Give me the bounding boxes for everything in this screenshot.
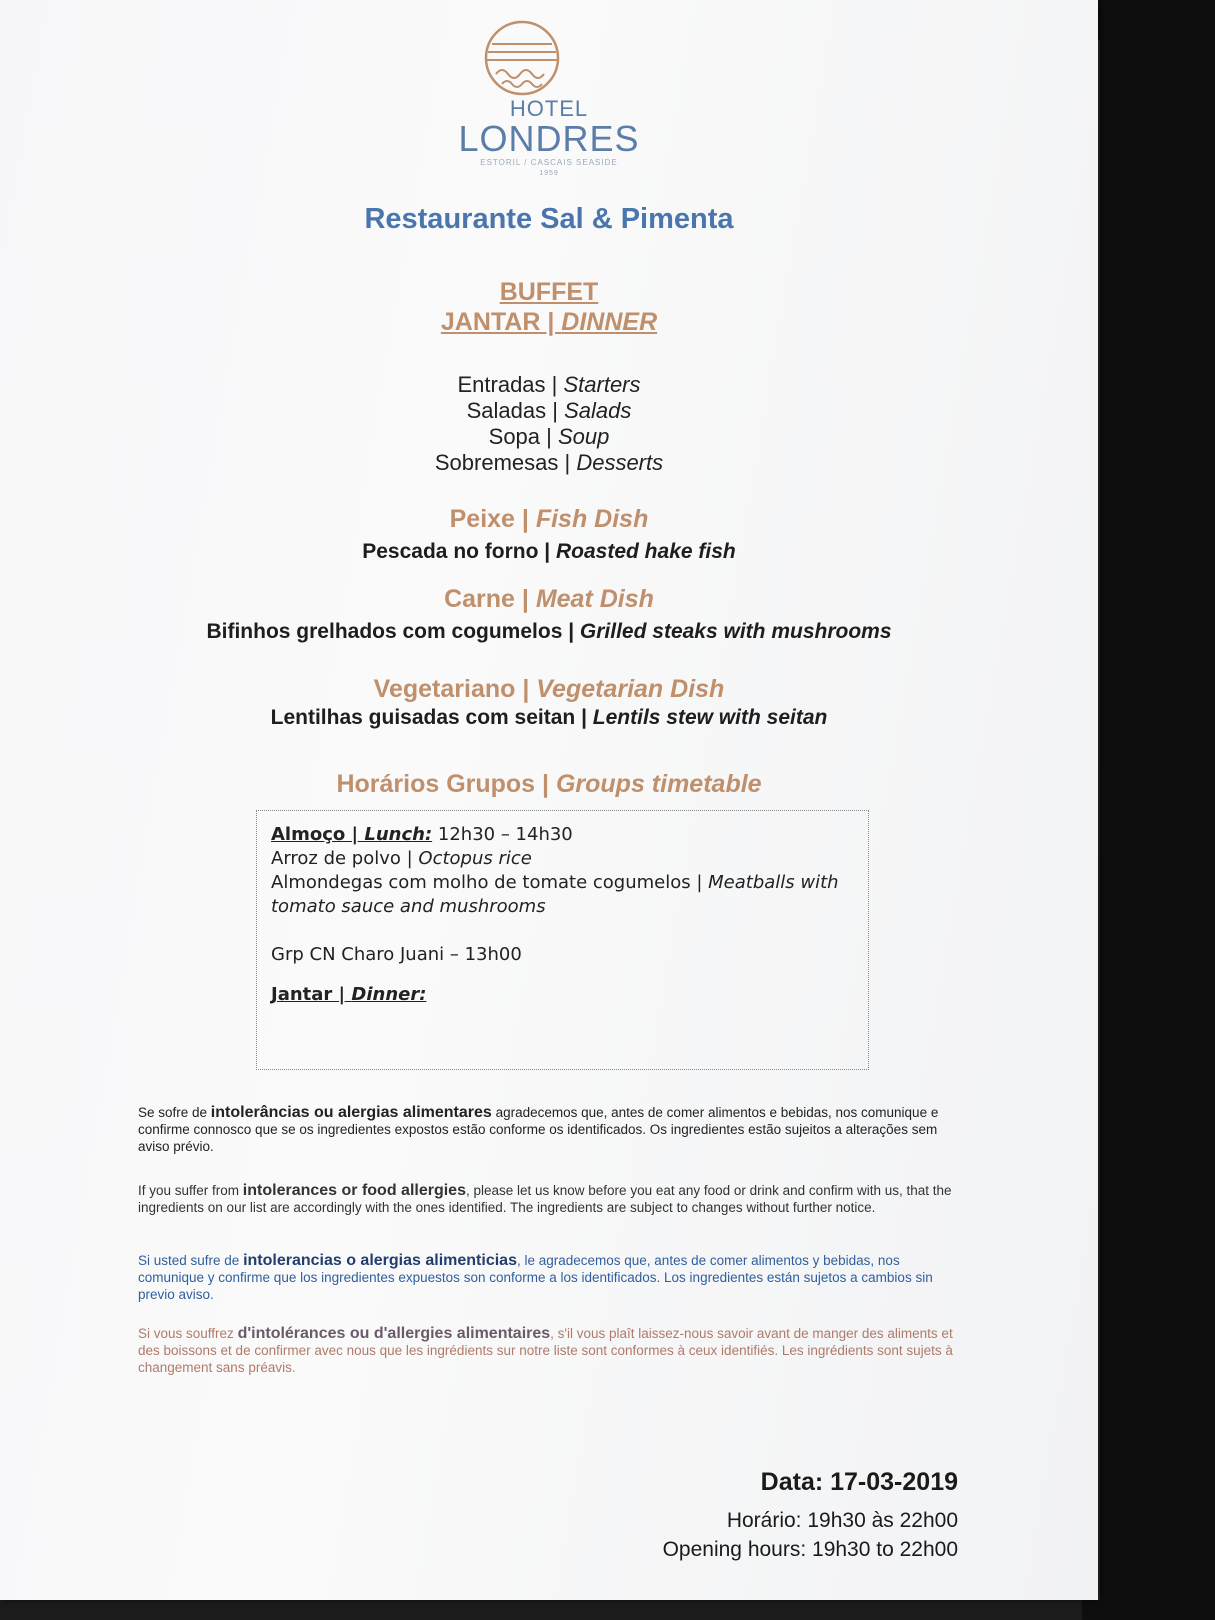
lunch-item-2: Almondegas com molho de tomate cogumelos | Meatballs with tomato sauce and mushrooms [271,872,839,917]
meat-heading: Carne | Meat Dish [444,585,654,613]
lunch-time: 12h30 – 14h30 [432,824,573,845]
lunch-label: Almoço | Lunch: [271,824,433,845]
fish-heading: Peixe | Fish Dish [449,505,649,533]
meal-en: DINNER [561,308,658,336]
groups-heading: Horários Grupos | Groups timetable [336,770,762,798]
fish-dish: Pescada no forno | Roasted hake fish [362,540,736,563]
brand-name: LONDRES [458,118,640,159]
allergy-notice-es: Si usted sufre de intolerancias o alergias alimenticias, le agradecemos que, antes de comer alimentos y bebidas, nos comunique y confirme que los ingredientes expuestos son conforme a los identificados. Los ingredientes están sujetos a cambios sin previo aviso. [138,1252,933,1302]
groups-timetable-box [256,810,869,1070]
hotel-logo-icon [482,18,562,98]
menu-type: BUFFET [499,278,599,306]
vegetarian-heading: Vegetariano | Vegetarian Dish [373,675,725,703]
meal-pt: JANTAR | [440,308,562,336]
course-salads: Saladas | Salads [466,398,632,423]
menu-date: Data: 17-03-2019 [760,1468,958,1496]
restaurant-title: Restaurante Sal & Pimenta [364,203,734,235]
opening-hours-en: Opening hours: 19h30 to 22h00 [662,1538,958,1561]
meal-heading [0,308,1098,337]
allergy-notice-pt: Se sofre de intolerâncias ou alergias alimentares agradecemos que, antes de comer alimentos e bebidas, nos comunique e confirme connosco que se os ingredientes expostos estão conforme os identificados. Os ingredientes estão sujeitos a alterações sem aviso prévio. [138,1104,939,1154]
dark-frame [1082,0,1215,1620]
lunch-item-1: Arroz de polvo | Octopus rice [271,848,532,869]
course-soup: Sopa | Soup [488,424,610,449]
dinner-line [271,983,854,1007]
course-desserts: Sobremesas | Desserts [434,450,664,475]
vegetarian-dish: Lentilhas guisadas com seitan | Lentils stew with seitan [270,706,828,729]
allergy-notice-en: If you suffer from intolerances or food allergies, please let us know before you eat any food or drink and confirm with us, that the ingredients on our list are accordingly with the ones identified. The ingredients are subject to changes without further notice. [138,1182,952,1215]
group-note: Grp CN Charo Juani – 13h00 [271,944,522,965]
brand-tagline: ESTORIL / CASCAIS SEASIDE [480,158,618,167]
lunch-line [271,823,854,847]
course-starters: Entradas | Starters [457,372,641,397]
dinner-label: Jantar | Dinner: [271,984,427,1005]
opening-hours-pt: Horário: 19h30 às 22h00 [726,1509,958,1532]
brand-year: 1959 [539,170,559,177]
allergy-notice-fr: Si vous souffrez d'intolérances ou d'allergies alimentaires, s'il vous plaît laissez-nous savoir avant de manger des aliments et des boissons et de confirmer avec nous que les ingrédients sur notre liste sont conformes à ceux identifiés. Les ingrédients sont sujets à changement sans préavis. [138,1325,953,1375]
meat-dish: Bifinhos grelhados com cogumelos | Grilled steaks with mushrooms [206,620,892,643]
brand-hotel: HOTEL [509,96,589,121]
